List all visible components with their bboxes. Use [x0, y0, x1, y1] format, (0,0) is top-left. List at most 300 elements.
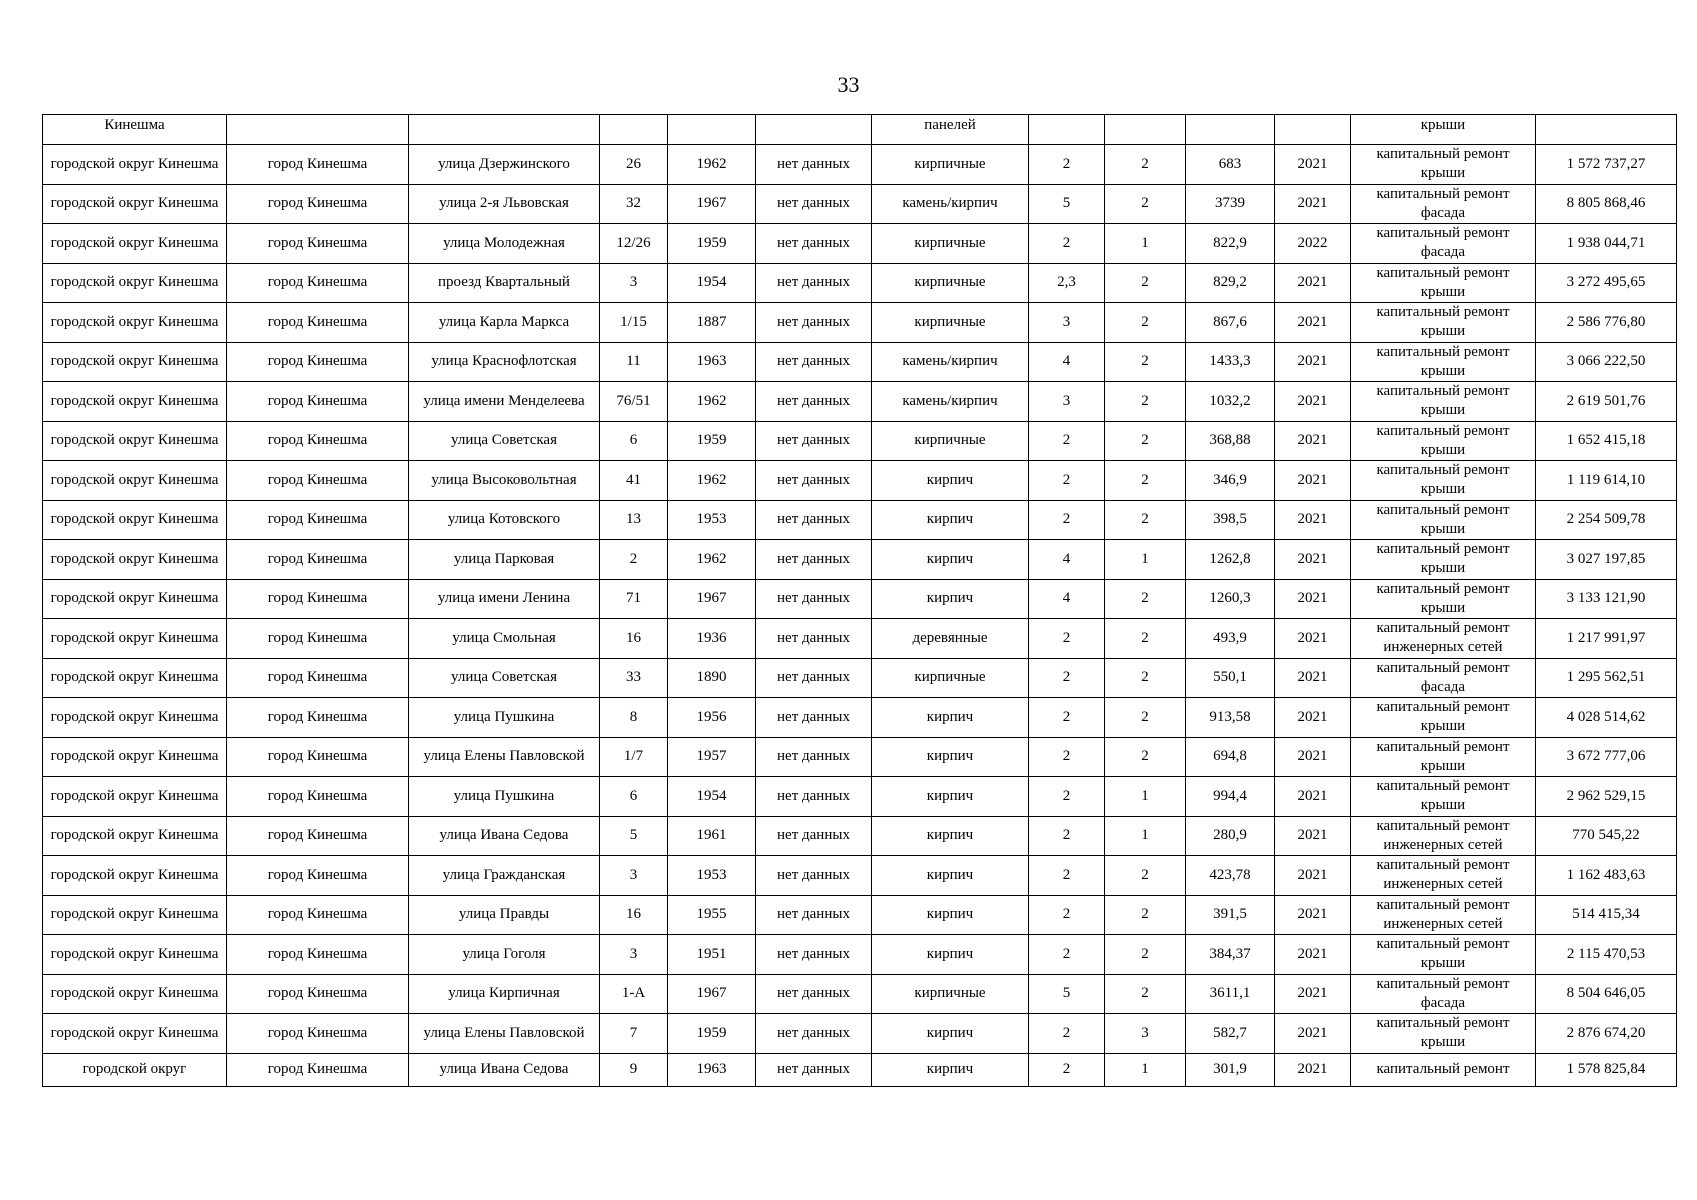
- table-row: [43, 303, 1677, 343]
- locality-cell: город Кинешма: [227, 579, 409, 619]
- street-cell: улица 2-я Львовская: [409, 184, 600, 224]
- area-cell: 550,1: [1186, 658, 1275, 698]
- street-cell: улица Советская: [409, 658, 600, 698]
- locality-cell: город Кинешма: [227, 382, 409, 422]
- locality-cell: город Кинешма: [227, 895, 409, 935]
- house-number-cell: 1-А: [600, 974, 668, 1014]
- floors-cell: 2: [1029, 461, 1105, 501]
- area-cell: [1186, 115, 1275, 145]
- house-number-cell: 33: [600, 658, 668, 698]
- entrances-cell: 2: [1105, 895, 1186, 935]
- entrances-cell: 2: [1105, 935, 1186, 975]
- page-number: 33: [837, 72, 860, 97]
- house-number-cell: 11: [600, 342, 668, 382]
- area-cell: 683: [1186, 145, 1275, 185]
- table-row: [43, 1053, 1677, 1086]
- area-cell: 867,6: [1186, 303, 1275, 343]
- municipality-cell: городской округ Кинешма: [43, 145, 227, 185]
- cost-cell: 4 028 514,62: [1536, 698, 1677, 738]
- cost-cell: 1 938 044,71: [1536, 224, 1677, 264]
- cost-cell: 1 652 415,18: [1536, 421, 1677, 461]
- work-type-cell: капитальный ремонт фасада: [1351, 658, 1536, 698]
- street-cell: улица Елены Павловской: [409, 737, 600, 777]
- work-type-cell: капитальный ремонт: [1351, 1053, 1536, 1086]
- area-cell: 694,8: [1186, 737, 1275, 777]
- cost-cell: 2 254 509,78: [1536, 500, 1677, 540]
- entrances-cell: 2: [1105, 658, 1186, 698]
- wall-material-cell: кирпичные: [872, 974, 1029, 1014]
- area-cell: 280,9: [1186, 816, 1275, 856]
- wall-material-cell: кирпич: [872, 461, 1029, 501]
- work-type-cell: капитальный ремонт крыши: [1351, 461, 1536, 501]
- year-overhaul-cell: [756, 115, 872, 145]
- locality-cell: город Кинешма: [227, 303, 409, 343]
- year-built-cell: 1959: [668, 421, 756, 461]
- house-number-cell: 1/7: [600, 737, 668, 777]
- table-body: [43, 115, 1677, 1087]
- municipality-cell: городской округ Кинешма: [43, 658, 227, 698]
- year-overhaul-cell: нет данных: [756, 816, 872, 856]
- area-cell: 1433,3: [1186, 342, 1275, 382]
- cost-cell: 3 272 495,65: [1536, 263, 1677, 303]
- floors-cell: 2: [1029, 737, 1105, 777]
- municipality-cell: городской округ Кинешма: [43, 579, 227, 619]
- house-number-cell: 76/51: [600, 382, 668, 422]
- year-built-cell: 1967: [668, 974, 756, 1014]
- cost-cell: [1536, 115, 1677, 145]
- municipality-cell: городской округ Кинешма: [43, 895, 227, 935]
- plan-year-cell: 2021: [1275, 500, 1351, 540]
- locality-cell: город Кинешма: [227, 500, 409, 540]
- table-row: [43, 737, 1677, 777]
- floors-cell: 2: [1029, 935, 1105, 975]
- area-cell: 398,5: [1186, 500, 1275, 540]
- house-number-cell: 3: [600, 856, 668, 896]
- table-row: [43, 619, 1677, 659]
- work-type-cell: капитальный ремонт крыши: [1351, 342, 1536, 382]
- work-type-cell: капитальный ремонт крыши: [1351, 382, 1536, 422]
- municipality-cell: городской округ Кинешма: [43, 935, 227, 975]
- plan-year-cell: 2021: [1275, 263, 1351, 303]
- locality-cell: [227, 115, 409, 145]
- work-type-cell: капитальный ремонт крыши: [1351, 579, 1536, 619]
- street-cell: улица Краснофлотская: [409, 342, 600, 382]
- entrances-cell: 2: [1105, 737, 1186, 777]
- house-number-cell: 3: [600, 935, 668, 975]
- area-cell: 3611,1: [1186, 974, 1275, 1014]
- plan-year-cell: 2021: [1275, 698, 1351, 738]
- wall-material-cell: кирпич: [872, 856, 1029, 896]
- floors-cell: [1029, 115, 1105, 145]
- year-overhaul-cell: нет данных: [756, 263, 872, 303]
- wall-material-cell: кирпич: [872, 895, 1029, 935]
- entrances-cell: 2: [1105, 382, 1186, 422]
- locality-cell: город Кинешма: [227, 1014, 409, 1054]
- locality-cell: город Кинешма: [227, 856, 409, 896]
- floors-cell: 2: [1029, 500, 1105, 540]
- plan-year-cell: 2021: [1275, 421, 1351, 461]
- entrances-cell: 3: [1105, 1014, 1186, 1054]
- year-overhaul-cell: нет данных: [756, 777, 872, 817]
- cost-cell: 2 962 529,15: [1536, 777, 1677, 817]
- work-type-cell: капитальный ремонт инженерных сетей: [1351, 895, 1536, 935]
- work-type-cell: капитальный ремонт инженерных сетей: [1351, 619, 1536, 659]
- cost-cell: 1 162 483,63: [1536, 856, 1677, 896]
- wall-material-cell: кирпич: [872, 1053, 1029, 1086]
- table-row: [43, 935, 1677, 975]
- cost-cell: 2 115 470,53: [1536, 935, 1677, 975]
- entrances-cell: 1: [1105, 777, 1186, 817]
- plan-year-cell: 2021: [1275, 816, 1351, 856]
- municipality-cell: городской округ Кинешма: [43, 500, 227, 540]
- wall-material-cell: кирпичные: [872, 145, 1029, 185]
- year-overhaul-cell: нет данных: [756, 974, 872, 1014]
- year-overhaul-cell: нет данных: [756, 303, 872, 343]
- wall-material-cell: кирпич: [872, 737, 1029, 777]
- plan-year-cell: 2021: [1275, 461, 1351, 501]
- year-built-cell: 1936: [668, 619, 756, 659]
- cost-cell: 3 133 121,90: [1536, 579, 1677, 619]
- year-built-cell: 1967: [668, 184, 756, 224]
- table-row: [43, 342, 1677, 382]
- house-number-cell: 13: [600, 500, 668, 540]
- floors-cell: 2: [1029, 895, 1105, 935]
- work-type-cell: капитальный ремонт крыши: [1351, 500, 1536, 540]
- year-built-cell: 1956: [668, 698, 756, 738]
- locality-cell: город Кинешма: [227, 145, 409, 185]
- year-built-cell: 1890: [668, 658, 756, 698]
- plan-year-cell: 2021: [1275, 974, 1351, 1014]
- locality-cell: город Кинешма: [227, 184, 409, 224]
- area-cell: 391,5: [1186, 895, 1275, 935]
- street-cell: улица Высоковольтная: [409, 461, 600, 501]
- house-number-cell: [600, 115, 668, 145]
- area-cell: 346,9: [1186, 461, 1275, 501]
- locality-cell: город Кинешма: [227, 421, 409, 461]
- year-built-cell: 1962: [668, 540, 756, 580]
- year-built-cell: 1954: [668, 777, 756, 817]
- wall-material-cell: кирпич: [872, 816, 1029, 856]
- year-overhaul-cell: нет данных: [756, 461, 872, 501]
- house-number-cell: 5: [600, 816, 668, 856]
- house-number-cell: 26: [600, 145, 668, 185]
- locality-cell: город Кинешма: [227, 461, 409, 501]
- year-built-cell: 1957: [668, 737, 756, 777]
- wall-material-cell: камень/кирпич: [872, 184, 1029, 224]
- work-type-cell: капитальный ремонт крыши: [1351, 1014, 1536, 1054]
- house-number-cell: 1/15: [600, 303, 668, 343]
- entrances-cell: 2: [1105, 303, 1186, 343]
- street-cell: улица Карла Маркса: [409, 303, 600, 343]
- entrances-cell: 2: [1105, 184, 1186, 224]
- cost-cell: 8 504 646,05: [1536, 974, 1677, 1014]
- cost-cell: 1 578 825,84: [1536, 1053, 1677, 1086]
- street-cell: улица Молодежная: [409, 224, 600, 264]
- locality-cell: город Кинешма: [227, 935, 409, 975]
- street-cell: улица Ивана Седова: [409, 816, 600, 856]
- floors-cell: 2: [1029, 145, 1105, 185]
- floors-cell: 2: [1029, 777, 1105, 817]
- floors-cell: 4: [1029, 342, 1105, 382]
- table-row: [43, 224, 1677, 264]
- year-overhaul-cell: нет данных: [756, 698, 872, 738]
- work-type-cell: капитальный ремонт крыши: [1351, 145, 1536, 185]
- year-overhaul-cell: нет данных: [756, 619, 872, 659]
- municipality-cell: городской округ Кинешма: [43, 184, 227, 224]
- floors-cell: 3: [1029, 303, 1105, 343]
- wall-material-cell: кирпичные: [872, 263, 1029, 303]
- municipality-cell: городской округ Кинешма: [43, 461, 227, 501]
- municipality-cell: городской округ Кинешма: [43, 856, 227, 896]
- year-overhaul-cell: нет данных: [756, 342, 872, 382]
- cost-cell: 1 295 562,51: [1536, 658, 1677, 698]
- wall-material-cell: камень/кирпич: [872, 382, 1029, 422]
- street-cell: улица Дзержинского: [409, 145, 600, 185]
- locality-cell: город Кинешма: [227, 737, 409, 777]
- plan-year-cell: 2021: [1275, 1053, 1351, 1086]
- table-row: [43, 1014, 1677, 1054]
- floors-cell: 5: [1029, 974, 1105, 1014]
- work-type-cell: капитальный ремонт фасада: [1351, 974, 1536, 1014]
- table-row: [43, 974, 1677, 1014]
- wall-material-cell: кирпич: [872, 777, 1029, 817]
- cost-cell: 770 545,22: [1536, 816, 1677, 856]
- street-cell: улица Пушкина: [409, 698, 600, 738]
- wall-material-cell: кирпичные: [872, 658, 1029, 698]
- street-cell: проезд Квартальный: [409, 263, 600, 303]
- table-row: [43, 500, 1677, 540]
- area-cell: 3739: [1186, 184, 1275, 224]
- cost-cell: 514 415,34: [1536, 895, 1677, 935]
- entrances-cell: 2: [1105, 263, 1186, 303]
- plan-year-cell: 2022: [1275, 224, 1351, 264]
- area-cell: 493,9: [1186, 619, 1275, 659]
- area-cell: 384,37: [1186, 935, 1275, 975]
- cost-cell: 3 672 777,06: [1536, 737, 1677, 777]
- year-built-cell: 1963: [668, 342, 756, 382]
- year-overhaul-cell: нет данных: [756, 658, 872, 698]
- floors-cell: 4: [1029, 579, 1105, 619]
- year-overhaul-cell: нет данных: [756, 1014, 872, 1054]
- plan-year-cell: 2021: [1275, 342, 1351, 382]
- entrances-cell: 1: [1105, 816, 1186, 856]
- municipality-cell: городской округ Кинешма: [43, 619, 227, 659]
- street-cell: улица Ивана Седова: [409, 1053, 600, 1086]
- area-cell: 1260,3: [1186, 579, 1275, 619]
- work-type-cell: капитальный ремонт крыши: [1351, 935, 1536, 975]
- house-number-cell: 12/26: [600, 224, 668, 264]
- street-cell: улица Гоголя: [409, 935, 600, 975]
- house-number-cell: 6: [600, 777, 668, 817]
- locality-cell: город Кинешма: [227, 540, 409, 580]
- year-built-cell: 1953: [668, 856, 756, 896]
- wall-material-cell: панелей: [872, 115, 1029, 145]
- year-overhaul-cell: нет данных: [756, 935, 872, 975]
- street-cell: улица имени Менделеева: [409, 382, 600, 422]
- year-built-cell: 1963: [668, 1053, 756, 1086]
- wall-material-cell: деревянные: [872, 619, 1029, 659]
- floors-cell: 2: [1029, 1014, 1105, 1054]
- house-number-cell: 16: [600, 895, 668, 935]
- year-overhaul-cell: нет данных: [756, 184, 872, 224]
- street-cell: улица Парковая: [409, 540, 600, 580]
- municipality-cell: городской округ Кинешма: [43, 342, 227, 382]
- year-built-cell: [668, 115, 756, 145]
- work-type-cell: капитальный ремонт инженерных сетей: [1351, 856, 1536, 896]
- work-type-cell: капитальный ремонт фасада: [1351, 224, 1536, 264]
- house-number-cell: 71: [600, 579, 668, 619]
- wall-material-cell: кирпич: [872, 579, 1029, 619]
- work-type-cell: капитальный ремонт крыши: [1351, 303, 1536, 343]
- entrances-cell: 1: [1105, 1053, 1186, 1086]
- cost-cell: 1 217 991,97: [1536, 619, 1677, 659]
- cost-cell: 2 619 501,76: [1536, 382, 1677, 422]
- entrances-cell: 2: [1105, 145, 1186, 185]
- municipality-cell: городской округ Кинешма: [43, 1014, 227, 1054]
- year-overhaul-cell: нет данных: [756, 1053, 872, 1086]
- street-cell: [409, 115, 600, 145]
- floors-cell: 3: [1029, 382, 1105, 422]
- street-cell: улица Гражданская: [409, 856, 600, 896]
- year-overhaul-cell: нет данных: [756, 382, 872, 422]
- year-built-cell: 1955: [668, 895, 756, 935]
- house-number-cell: 8: [600, 698, 668, 738]
- street-cell: улица Советская: [409, 421, 600, 461]
- work-type-cell: капитальный ремонт инженерных сетей: [1351, 816, 1536, 856]
- work-type-cell: капитальный ремонт крыши: [1351, 540, 1536, 580]
- locality-cell: город Кинешма: [227, 974, 409, 1014]
- area-cell: 994,4: [1186, 777, 1275, 817]
- work-type-cell: капитальный ремонт крыши: [1351, 777, 1536, 817]
- plan-year-cell: 2021: [1275, 540, 1351, 580]
- area-cell: 1032,2: [1186, 382, 1275, 422]
- year-overhaul-cell: нет данных: [756, 737, 872, 777]
- area-cell: 822,9: [1186, 224, 1275, 264]
- municipality-cell: городской округ Кинешма: [43, 224, 227, 264]
- municipality-cell: городской округ Кинешма: [43, 816, 227, 856]
- municipality-cell: городской округ Кинешма: [43, 974, 227, 1014]
- table-row: [43, 698, 1677, 738]
- floors-cell: 4: [1029, 540, 1105, 580]
- year-overhaul-cell: нет данных: [756, 500, 872, 540]
- street-cell: улица Смольная: [409, 619, 600, 659]
- entrances-cell: 2: [1105, 500, 1186, 540]
- area-cell: 301,9: [1186, 1053, 1275, 1086]
- year-built-cell: 1961: [668, 816, 756, 856]
- work-type-cell: капитальный ремонт крыши: [1351, 737, 1536, 777]
- plan-year-cell: 2021: [1275, 145, 1351, 185]
- entrances-cell: 2: [1105, 579, 1186, 619]
- year-built-cell: 1962: [668, 382, 756, 422]
- plan-year-cell: 2021: [1275, 619, 1351, 659]
- plan-year-cell: 2021: [1275, 737, 1351, 777]
- work-type-cell: капитальный ремонт крыши: [1351, 698, 1536, 738]
- entrances-cell: 2: [1105, 619, 1186, 659]
- municipality-cell: городской округ Кинешма: [43, 540, 227, 580]
- year-overhaul-cell: нет данных: [756, 421, 872, 461]
- housing-registry-table: [42, 114, 1677, 1087]
- wall-material-cell: камень/кирпич: [872, 342, 1029, 382]
- plan-year-cell: 2021: [1275, 777, 1351, 817]
- work-type-cell: капитальный ремонт крыши: [1351, 421, 1536, 461]
- house-number-cell: 41: [600, 461, 668, 501]
- plan-year-cell: 2021: [1275, 1014, 1351, 1054]
- table-row: [43, 540, 1677, 580]
- entrances-cell: 2: [1105, 698, 1186, 738]
- table-row: [43, 895, 1677, 935]
- municipality-cell: городской округ Кинешма: [43, 303, 227, 343]
- plan-year-cell: 2021: [1275, 856, 1351, 896]
- floors-cell: 2: [1029, 224, 1105, 264]
- year-built-cell: 1959: [668, 1014, 756, 1054]
- table-row: [43, 421, 1677, 461]
- wall-material-cell: кирпичные: [872, 303, 1029, 343]
- cost-cell: 8 805 868,46: [1536, 184, 1677, 224]
- locality-cell: город Кинешма: [227, 698, 409, 738]
- cost-cell: 2 876 674,20: [1536, 1014, 1677, 1054]
- wall-material-cell: кирпичные: [872, 224, 1029, 264]
- year-overhaul-cell: нет данных: [756, 145, 872, 185]
- municipality-cell: городской округ Кинешма: [43, 737, 227, 777]
- floors-cell: 2,3: [1029, 263, 1105, 303]
- cost-cell: 2 586 776,80: [1536, 303, 1677, 343]
- locality-cell: город Кинешма: [227, 342, 409, 382]
- year-overhaul-cell: нет данных: [756, 579, 872, 619]
- house-number-cell: 6: [600, 421, 668, 461]
- entrances-cell: 1: [1105, 224, 1186, 264]
- area-cell: 368,88: [1186, 421, 1275, 461]
- floors-cell: 2: [1029, 421, 1105, 461]
- plan-year-cell: 2021: [1275, 658, 1351, 698]
- floors-cell: 2: [1029, 1053, 1105, 1086]
- year-built-cell: 1967: [668, 579, 756, 619]
- municipality-cell: городской округ Кинешма: [43, 777, 227, 817]
- year-built-cell: 1962: [668, 461, 756, 501]
- plan-year-cell: 2021: [1275, 303, 1351, 343]
- year-built-cell: 1954: [668, 263, 756, 303]
- street-cell: улица Кирпичная: [409, 974, 600, 1014]
- entrances-cell: 2: [1105, 856, 1186, 896]
- plan-year-cell: 2021: [1275, 184, 1351, 224]
- cost-cell: 3 066 222,50: [1536, 342, 1677, 382]
- street-cell: улица Правды: [409, 895, 600, 935]
- street-cell: улица Пушкина: [409, 777, 600, 817]
- year-built-cell: 1887: [668, 303, 756, 343]
- year-built-cell: 1959: [668, 224, 756, 264]
- area-cell: 829,2: [1186, 263, 1275, 303]
- year-built-cell: 1951: [668, 935, 756, 975]
- cost-cell: 1 119 614,10: [1536, 461, 1677, 501]
- municipality-cell: городской округ: [43, 1053, 227, 1086]
- table-row: [43, 777, 1677, 817]
- area-cell: 582,7: [1186, 1014, 1275, 1054]
- wall-material-cell: кирпич: [872, 1014, 1029, 1054]
- table-row: [43, 856, 1677, 896]
- locality-cell: город Кинешма: [227, 619, 409, 659]
- floors-cell: 2: [1029, 658, 1105, 698]
- floors-cell: 2: [1029, 698, 1105, 738]
- table-row: [43, 461, 1677, 501]
- wall-material-cell: кирпич: [872, 698, 1029, 738]
- year-built-cell: 1953: [668, 500, 756, 540]
- floors-cell: 5: [1029, 184, 1105, 224]
- continuation-row: [43, 115, 1677, 145]
- table-row: [43, 145, 1677, 185]
- floors-cell: 2: [1029, 816, 1105, 856]
- house-number-cell: 16: [600, 619, 668, 659]
- cost-cell: 3 027 197,85: [1536, 540, 1677, 580]
- plan-year-cell: 2021: [1275, 579, 1351, 619]
